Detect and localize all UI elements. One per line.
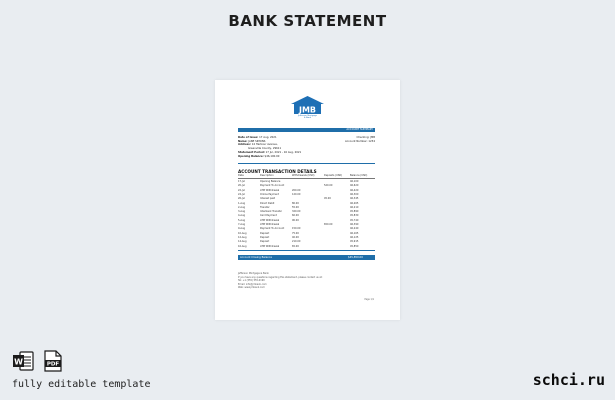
info-value: 17 Jul, 2021 - 16 Aug, 2021 — [265, 150, 302, 154]
table-cell: Interest paid — [260, 197, 276, 201]
table-cell: 46,165 — [350, 231, 359, 235]
footer-line: Tel: +1 (555) 555-0199 — [238, 279, 265, 283]
table-cell: 2-Aug — [238, 205, 245, 209]
pdf-icon[interactable] — [44, 350, 62, 372]
editable-caption: fully editable template — [12, 379, 151, 390]
column-header: Deposits (USD) — [324, 174, 343, 177]
statement-footer — [238, 272, 375, 290]
footer-line: Email: info@jmbank.com — [238, 282, 267, 286]
table-cell: 45,850 — [350, 244, 359, 248]
table-cell: 3-Aug — [238, 210, 245, 214]
table-cell: Transfer — [260, 205, 270, 209]
table-cell: 10-Aug — [238, 231, 247, 235]
brand-link[interactable]: schci.ru — [532, 371, 605, 389]
footer-line: If you have any questions regarding this statement, please contact us at: — [238, 275, 323, 279]
table-cell: 46,420 — [350, 188, 359, 192]
account-number: Account Number: 1234 — [345, 139, 375, 143]
table-cell: 14-Aug — [238, 240, 247, 244]
table-cell: 1-Aug — [238, 201, 245, 205]
table-cell: 45.00 — [324, 197, 331, 201]
table-cell: Deposit — [260, 235, 270, 239]
closing-value: $45,850.00 — [348, 255, 363, 259]
closing-label: Account Closing Balance — [240, 255, 272, 259]
word-icon[interactable] — [12, 350, 34, 372]
table-cell: 80.00 — [292, 201, 299, 205]
table-cell: 46,240 — [350, 227, 359, 231]
table-cell: 150.00 — [292, 227, 301, 231]
summary-bar-label: ACCOUNT SUMMARY — [346, 128, 373, 132]
column-header: Withdrawals (USD) — [292, 174, 315, 177]
table-cell: 46,100 — [350, 180, 359, 183]
table-cell: 46,390 — [350, 223, 359, 226]
page-title: BANK STATEMENT — [228, 12, 387, 30]
table-cell: 75.00 — [292, 231, 299, 235]
table-cell: 650.00 — [324, 223, 333, 226]
table-cell: 17-Jul — [238, 180, 245, 183]
column-header: Balance (USD) — [350, 174, 368, 177]
table-cell: 46,265 — [350, 201, 359, 205]
table-cell: 22-Jul — [238, 188, 245, 192]
table-cell: 24-Jul — [238, 192, 245, 196]
table-cell: 200.00 — [292, 188, 301, 192]
table-cell: 16-Aug — [238, 244, 247, 248]
table-cell: 210.00 — [292, 240, 301, 244]
closing-balance-bar — [238, 255, 375, 260]
table-cell: 46,345 — [350, 197, 359, 201]
info-label: Name: — [238, 139, 248, 143]
logo-letters: JMB — [298, 105, 317, 115]
table-cell: 7-Aug — [238, 223, 245, 226]
column-header: Description — [260, 174, 274, 177]
column-header: Date — [238, 174, 244, 177]
footer-line: Jefferson Mortgage & Bank — [238, 272, 269, 275]
pdf-icon-label: PDF — [46, 361, 60, 368]
info-label: Date of Issue: — [238, 136, 259, 139]
table-cell: 120.00 — [292, 192, 301, 196]
info-label: Statement Period: — [238, 150, 265, 154]
table-cell: ATM Withdrawal — [260, 218, 280, 222]
info-value: $46,100.00 — [264, 154, 280, 158]
table-cell: 46,300 — [350, 192, 359, 196]
footer-line: Web: www.jmbank.com — [238, 286, 265, 290]
table-cell: 20-Jul — [238, 184, 245, 188]
table-cell: 60.00 — [292, 214, 299, 218]
table-cell: 46,210 — [350, 205, 359, 209]
info-label: Address: — [238, 143, 251, 147]
table-cell: Deposit — [260, 240, 270, 244]
table-cell: 45,830 — [350, 214, 359, 218]
table-cell: 320.00 — [292, 210, 301, 214]
table-cell: 9-Aug — [238, 227, 245, 231]
table-cell: Direct Debit — [260, 201, 275, 205]
table-header — [238, 174, 375, 179]
table-cell: 45,740 — [350, 218, 359, 222]
page-number: Page 1/1 — [364, 298, 374, 301]
table-cell: 12-Aug — [238, 235, 247, 239]
table-cell: Card Payment — [260, 214, 277, 218]
table-cell: ATM Withdrawal — [260, 244, 280, 248]
table-cell: 26-Jul — [238, 197, 245, 201]
info-value: JANE SIMONS — [248, 139, 266, 143]
table-cell: 55.00 — [292, 205, 299, 209]
logo-line-1: Jefferson Mortgage — [298, 115, 317, 117]
account-info — [238, 136, 375, 162]
table-cell: 520.00 — [324, 184, 333, 188]
table-cell: ATM Withdrawal — [260, 223, 280, 226]
table-cell: Payment To Account — [260, 184, 285, 188]
table-row — [238, 245, 375, 249]
section-title: ACCOUNT TRANSACTION DETAILS — [238, 169, 317, 174]
table-cell: 45,890 — [350, 210, 359, 214]
logo-line-2: & Bank — [303, 117, 312, 120]
table-cell: Interbank Transfer — [260, 210, 282, 214]
table-cell: 65.00 — [292, 244, 299, 248]
table-cell: Online Payment — [260, 192, 279, 196]
table-cell: 46,125 — [350, 235, 359, 239]
divider — [238, 163, 375, 164]
info-value: 17 Aug, 2021 — [259, 136, 277, 139]
table-cell: 4-Aug — [238, 214, 245, 218]
table-cell: 46,620 — [350, 184, 359, 188]
table-cell: 40.00 — [292, 235, 299, 239]
summary-bar — [238, 128, 375, 132]
info-label: Opening Balance: — [238, 154, 264, 158]
word-icon-letter: W — [14, 357, 23, 367]
table-cell: 5-Aug — [238, 218, 245, 222]
divider — [238, 250, 375, 251]
statement-preview[interactable] — [215, 80, 400, 320]
bank-logo — [289, 96, 326, 120]
info-value: Greenville County, 29611 — [248, 147, 282, 151]
table-cell: ATM Withdrawal — [260, 188, 280, 192]
account-type: Checking: JMB — [356, 136, 375, 139]
table-cell: Deposit — [260, 231, 270, 235]
table-cell: 45,915 — [350, 240, 359, 244]
format-icons — [12, 350, 72, 374]
info-value: 14 Harbour Avenue, — [251, 143, 278, 147]
table-cell: Payment To Account — [260, 227, 285, 231]
table-cell: Opening Balance — [260, 180, 281, 183]
table-cell: 90.00 — [292, 218, 299, 222]
